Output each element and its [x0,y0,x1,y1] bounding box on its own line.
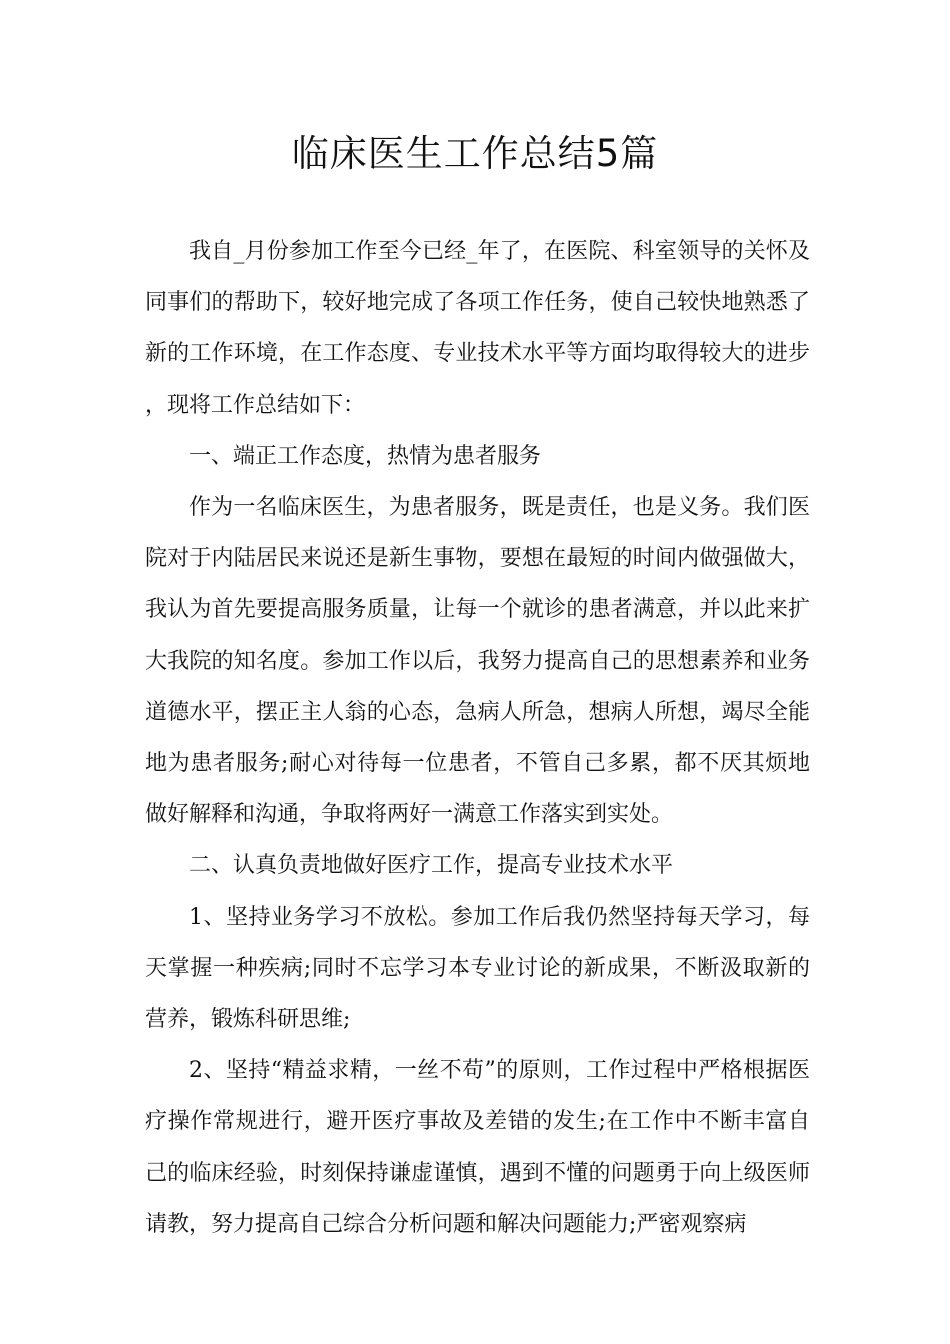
paragraph-intro: 我自_月份参加工作至今已经_年了，在医院、科室领导的关怀及同事们的帮助下，较好地完成了各项工作任务，使自己较快地熟悉了新的工作环境，在工作态度、专业技术水平等方面均取得较大的进步，现将工作总结如下： [145,239,810,418]
section-heading-2: 二、认真负责地做好医疗工作，提高专业技术水平 [189,853,674,879]
document-body [145,226,810,1250]
paragraph-point-1: 1、坚持业务学习不放松。参加工作后我仍然坚持每天学习，每天掌握一种疾病;同时不忘学习本专业讨论的新成果，不断汲取新的营养，锻炼科研思维; [145,904,810,1033]
document-title: 临床医生工作总结5篇 [291,132,659,175]
section-heading-1: 一、端正工作态度，热情为患者服务 [189,443,542,469]
paragraph-attitude: 作为一名临床医生，为患者服务，既是责任，也是义务。我们医院对于内陆居民来说还是新生事物，要想在最短的时间内做强做大，我认为首先要提高服务质量，让每一个就诊的患者满意，并以此来扩大我院的知名度。参加工作以后，我努力提高自己的思想素养和业务道德水平，摆正主人翁的心态，急病人所急，想病人所想，竭尽全能地为患者服务;耐心对待每一位患者，不管自己多累，都不厌其烦地做好解释和沟通，争取将两好一满意工作落实到实处。 [145,495,810,828]
paragraph-point-2: 2、坚持“精益求精，一丝不苟”的原则，工作过程中严格根据医疗操作常规进行，避开医疗事故及差错的发生;在工作中不断丰富自己的临床经验，时刻保持谦虚谨慎，遇到不懂的问题勇于向上级医师请教，努力提高自己综合分析问题和解决问题能力;严密观察病 [145,1058,810,1237]
